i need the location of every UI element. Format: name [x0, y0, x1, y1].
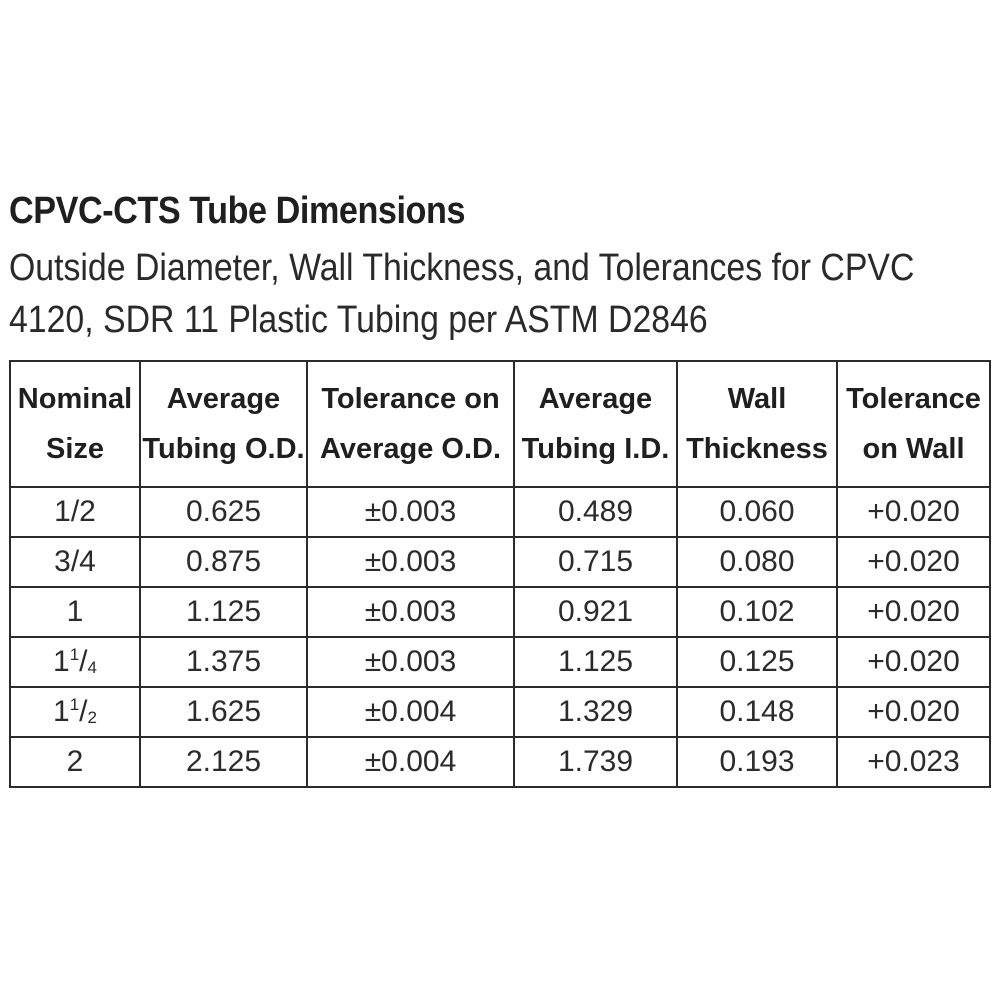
- cell-nominal-size: [10, 537, 140, 587]
- mixed-fraction: $1^1/_2$: [53, 695, 97, 728]
- cell-nominal-size: [10, 487, 140, 537]
- document-title: CPVC-CTS Tube Dimensions: [9, 190, 466, 232]
- size-text: 3/4: [54, 545, 96, 578]
- fraction-denominator: 2: [87, 708, 97, 727]
- header-line: Tolerance on: [321, 383, 500, 415]
- header-line: Tubing I.D.: [521, 433, 670, 465]
- fraction-denominator: 4: [87, 658, 97, 677]
- cell-average-od: 2.125: [140, 737, 307, 787]
- cell-average-od: 1.375: [140, 637, 307, 687]
- table-row: [10, 587, 990, 637]
- size-text: 2: [66, 745, 84, 778]
- table-row: [10, 637, 990, 687]
- cell-nominal-size: [10, 737, 140, 787]
- table-row: [10, 687, 990, 737]
- table-header-row: [10, 361, 990, 487]
- tube-dimensions-table: [9, 360, 991, 788]
- cell-average-id: 1.125: [514, 637, 677, 687]
- size-text: 1/2: [54, 495, 96, 528]
- table-row: [10, 737, 990, 787]
- header-average-id: [514, 361, 677, 487]
- cell-wall-thickness: 0.148: [677, 687, 837, 737]
- cell-average-id: 1.329: [514, 687, 677, 737]
- cell-wall-thickness: 0.060: [677, 487, 837, 537]
- cell-wall-tolerance: +0.020: [837, 687, 990, 737]
- cell-average-od: 1.625: [140, 687, 307, 737]
- header-line: Average O.D.: [319, 433, 502, 465]
- header-line: Wall: [727, 383, 787, 415]
- header-wall-thickness: [677, 361, 837, 487]
- cell-od-tolerance: ±0.004: [307, 737, 514, 787]
- cell-od-tolerance: ±0.003: [307, 537, 514, 587]
- cell-od-tolerance: ±0.003: [307, 487, 514, 537]
- cell-od-tolerance: ±0.004: [307, 687, 514, 737]
- cell-nominal-size: [10, 637, 140, 687]
- header-line: Size: [45, 433, 105, 465]
- cell-od-tolerance: ±0.003: [307, 637, 514, 687]
- header-line: Tolerance: [846, 383, 981, 415]
- header-wall-tolerance: [837, 361, 990, 487]
- header-od-tolerance: [307, 361, 514, 487]
- header-line: on Wall: [862, 433, 965, 465]
- document-subtitle: Outside Diameter, Wall Thickness, and Tolerances for CPVC 4120, SDR 11 Plastic Tubing per ASTM D2846: [9, 247, 915, 341]
- cell-wall-tolerance: +0.020: [837, 637, 990, 687]
- header-line: Average: [538, 383, 653, 415]
- cell-od-tolerance: ±0.003: [307, 587, 514, 637]
- fraction-whole: 1: [53, 645, 70, 678]
- mixed-fraction: $1^1/_4$: [53, 645, 97, 678]
- fraction-whole: 1: [53, 695, 70, 728]
- header-line: Tubing O.D.: [142, 433, 305, 465]
- header-average-od: [140, 361, 307, 487]
- header-line: Thickness: [686, 433, 828, 465]
- cell-wall-tolerance: +0.020: [837, 487, 990, 537]
- header-line: Nominal: [17, 383, 133, 415]
- cell-wall-tolerance: +0.023: [837, 737, 990, 787]
- cell-nominal-size: [10, 587, 140, 637]
- cell-wall-thickness: 0.080: [677, 537, 837, 587]
- cell-average-od: 0.625: [140, 487, 307, 537]
- cell-nominal-size: [10, 687, 140, 737]
- cell-average-id: 0.489: [514, 487, 677, 537]
- cell-wall-tolerance: +0.020: [837, 587, 990, 637]
- cell-wall-tolerance: +0.020: [837, 537, 990, 587]
- cell-wall-thickness: 0.102: [677, 587, 837, 637]
- size-text: 1: [66, 595, 84, 628]
- cell-average-id: 0.715: [514, 537, 677, 587]
- fraction-numerator: 1: [69, 645, 80, 664]
- table-row: [10, 487, 990, 537]
- table-row: [10, 537, 990, 587]
- cell-average-id: 0.921: [514, 587, 677, 637]
- cell-average-id: 1.739: [514, 737, 677, 787]
- cell-wall-thickness: 0.125: [677, 637, 837, 687]
- cell-average-od: 1.125: [140, 587, 307, 637]
- header-nominal-size: [10, 361, 140, 487]
- cell-average-od: 0.875: [140, 537, 307, 587]
- fraction-numerator: 1: [69, 695, 80, 714]
- cell-wall-thickness: 0.193: [677, 737, 837, 787]
- header-line: Average: [166, 383, 281, 415]
